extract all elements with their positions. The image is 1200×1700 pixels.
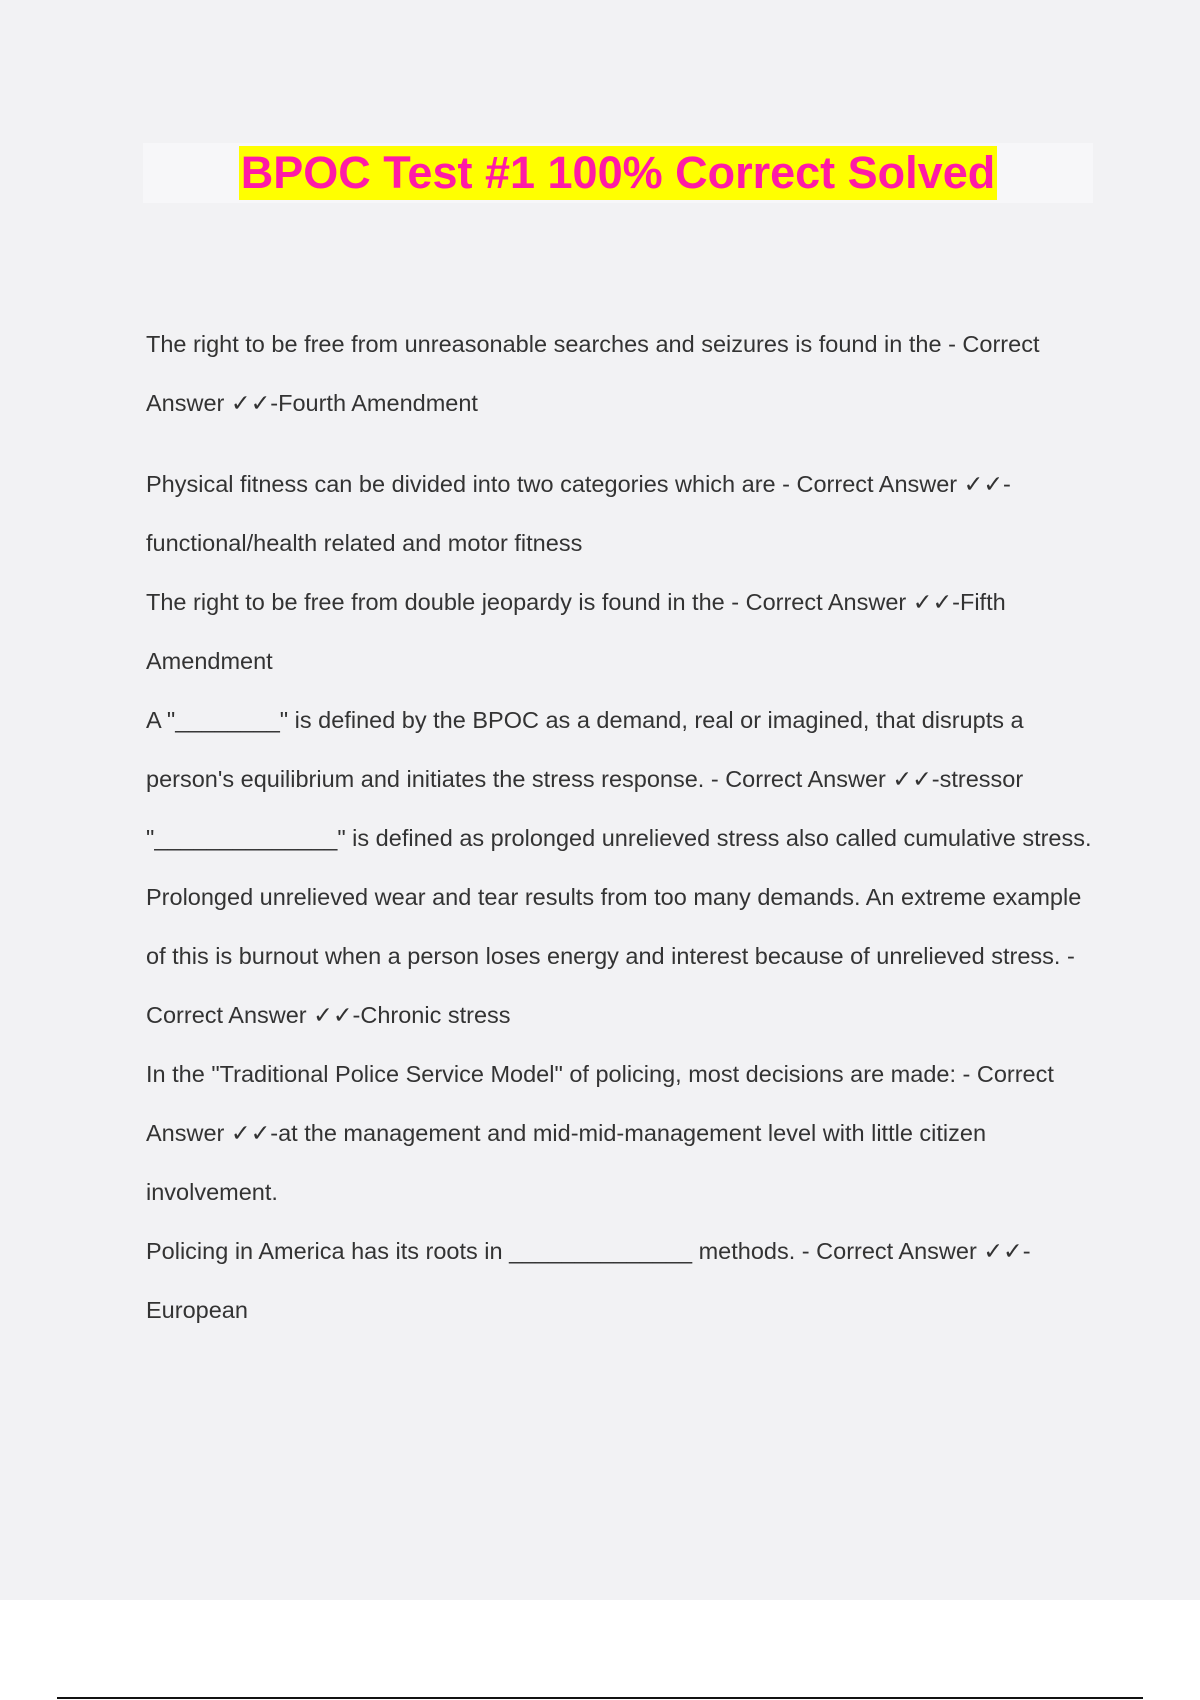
title-band	[143, 143, 1093, 203]
qa-list	[146, 315, 1096, 1340]
qa-item: A "________" is defined by the BPOC as a demand, real or imagined, that disrupts a person's equilibrium and initiates the stress response. - Correct Answer ✓✓-stressor	[146, 707, 1024, 792]
qa-item: Policing in America has its roots in ______________ methods. - Correct Answer ✓✓-European	[146, 1238, 1031, 1323]
document-title: BPOC Test #1 100% Correct Solved	[240, 147, 996, 198]
qa-item: Physical fitness can be divided into two categories which are - Correct Answer ✓✓-functional/health related and motor fitness	[146, 471, 1011, 556]
qa-item: In the "Traditional Police Service Model" of policing, most decisions are made: - Correct Answer ✓✓-at the management and mid-mid-management level with little citizen involvement.	[146, 1061, 1054, 1205]
qa-item: The right to be free from double jeopardy is found in the - Correct Answer ✓✓-Fifth Amendment	[146, 589, 1006, 674]
qa-item: The right to be free from unreasonable searches and seizures is found in the - Correct Answer ✓✓-Fourth Amendment	[146, 331, 1040, 416]
footer-divider	[57, 1697, 1143, 1699]
qa-item: "______________" is defined as prolonged unrelieved stress also called cumulative stress. Prolonged unrelieved wear and tear results from too many demands. An extreme example of this is burnout when a person loses energy and interest because of unrelieved stress. - Correct Answer ✓✓-Chronic stress	[146, 825, 1092, 1028]
